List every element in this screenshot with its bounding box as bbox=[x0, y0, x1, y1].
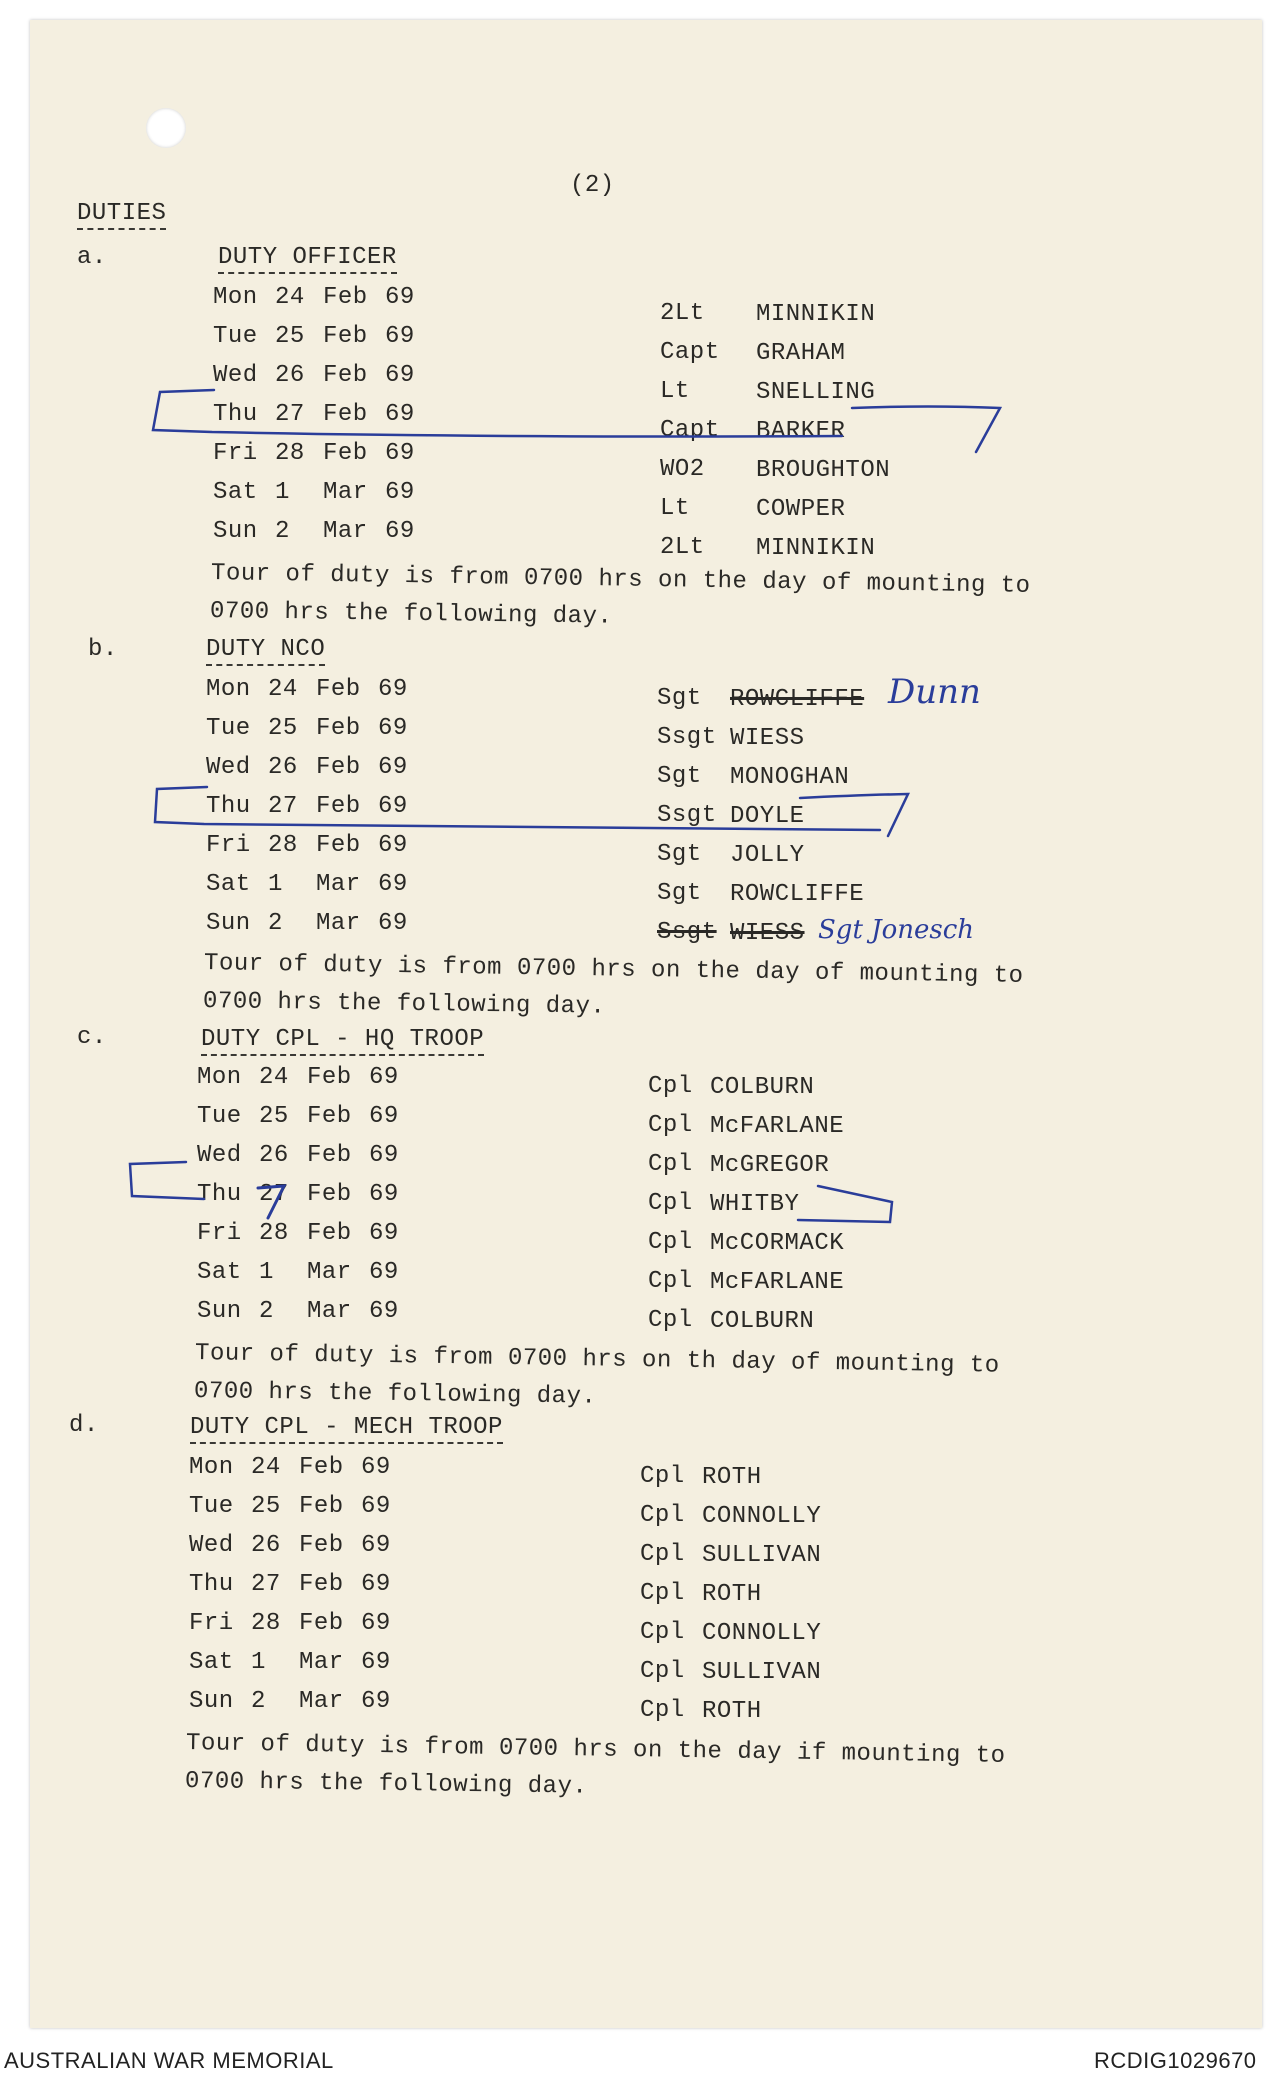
row-year: 69 bbox=[369, 1064, 399, 1091]
row-month: Feb bbox=[299, 1532, 344, 1559]
row-date: 26 bbox=[251, 1532, 281, 1559]
row-rank: Ssgt bbox=[657, 724, 717, 752]
row-rank: Cpl bbox=[648, 1190, 693, 1218]
row-name: WIESS bbox=[730, 920, 805, 948]
section-title: DUTY NCO bbox=[206, 636, 325, 666]
row-day: Wed bbox=[197, 1142, 242, 1169]
duties-heading: DUTIES bbox=[77, 200, 166, 230]
row-date: 26 bbox=[259, 1142, 289, 1169]
row-year: 69 bbox=[378, 793, 408, 820]
row-rank: Cpl bbox=[648, 1268, 693, 1296]
tour-note-line2: 0700 hrs the following day. bbox=[202, 988, 606, 1021]
row-name: McFARLANE bbox=[710, 1269, 845, 1297]
row-rank: Lt bbox=[660, 494, 690, 522]
row-day: Thu bbox=[206, 793, 251, 820]
document-page bbox=[30, 20, 1262, 2028]
row-day: Mon bbox=[213, 284, 258, 311]
row-name: ROWCLIFFE bbox=[730, 881, 865, 909]
row-day: Wed bbox=[213, 362, 258, 389]
section-title: DUTY CPL - MECH TROOP bbox=[190, 1414, 503, 1444]
row-year: 69 bbox=[361, 1454, 391, 1481]
row-name: DOYLE bbox=[730, 803, 805, 831]
row-year: 69 bbox=[385, 362, 415, 389]
row-date: 1 bbox=[251, 1649, 266, 1676]
row-day: Thu bbox=[213, 401, 258, 428]
row-rank: Cpl bbox=[648, 1073, 693, 1101]
row-name: CONNOLLY bbox=[702, 1620, 822, 1648]
row-date: 27 bbox=[259, 1181, 289, 1208]
row-rank: Cpl bbox=[648, 1229, 693, 1257]
row-year: 69 bbox=[361, 1571, 391, 1598]
row-date: 24 bbox=[259, 1064, 289, 1091]
row-month: Feb bbox=[299, 1610, 344, 1637]
row-date: 27 bbox=[275, 401, 305, 428]
row-month: Feb bbox=[307, 1142, 352, 1169]
section-letter: b. bbox=[88, 636, 118, 663]
row-day: Sat bbox=[206, 871, 251, 898]
row-date: 24 bbox=[251, 1454, 281, 1481]
row-year: 69 bbox=[385, 401, 415, 428]
row-year: 69 bbox=[369, 1181, 399, 1208]
row-day: Sun bbox=[213, 518, 258, 545]
tour-note-line1: Tour of duty is from 0700 hrs on the day if mounting to bbox=[185, 1730, 1006, 1770]
row-name: GRAHAM bbox=[756, 339, 846, 367]
row-year: 69 bbox=[378, 832, 408, 859]
row-month: Feb bbox=[316, 832, 361, 859]
row-day: Thu bbox=[189, 1571, 234, 1598]
row-name: COLBURN bbox=[710, 1308, 815, 1336]
row-day: Fri bbox=[206, 832, 251, 859]
row-month: Mar bbox=[323, 479, 368, 506]
handwritten-name-jones: Sgt Jonesch bbox=[818, 915, 975, 945]
row-year: 69 bbox=[385, 440, 415, 467]
row-date: 2 bbox=[259, 1298, 274, 1325]
row-day: Mon bbox=[206, 676, 251, 703]
row-rank: Cpl bbox=[648, 1307, 693, 1335]
row-month: Feb bbox=[323, 440, 368, 467]
row-name: WIESS bbox=[730, 725, 805, 753]
row-rank: 2Lt bbox=[660, 299, 705, 327]
row-year: 69 bbox=[369, 1220, 399, 1247]
row-year: 69 bbox=[378, 676, 408, 703]
row-date: 1 bbox=[259, 1259, 274, 1286]
row-day: Tue bbox=[197, 1103, 242, 1130]
row-day: Sat bbox=[213, 479, 258, 506]
row-rank: Sgt bbox=[657, 685, 702, 713]
row-name: WHITBY bbox=[710, 1191, 800, 1219]
row-day: Tue bbox=[206, 715, 251, 742]
tour-note-line2: 0700 hrs the following day. bbox=[209, 598, 613, 631]
row-month: Feb bbox=[299, 1571, 344, 1598]
section-letter: d. bbox=[69, 1412, 99, 1439]
row-year: 69 bbox=[369, 1259, 399, 1286]
row-month: Feb bbox=[323, 323, 368, 350]
row-year: 69 bbox=[385, 323, 415, 350]
row-date: 24 bbox=[275, 284, 305, 311]
row-name: MINNIKIN bbox=[756, 300, 876, 328]
page-number: (2) bbox=[570, 172, 615, 199]
row-name: BARKER bbox=[756, 417, 846, 445]
tour-note-line2: 0700 hrs the following day. bbox=[184, 1768, 588, 1801]
row-month: Mar bbox=[307, 1298, 352, 1325]
row-rank: Capt bbox=[660, 416, 720, 444]
row-date: 25 bbox=[268, 715, 298, 742]
row-day: Mon bbox=[189, 1454, 234, 1481]
row-rank: 2Lt bbox=[660, 533, 705, 561]
row-rank: WO2 bbox=[660, 455, 705, 483]
row-rank: Cpl bbox=[648, 1112, 693, 1140]
punch-hole bbox=[146, 108, 186, 148]
row-name: COLBURN bbox=[710, 1074, 815, 1102]
row-date: 27 bbox=[251, 1571, 281, 1598]
row-month: Feb bbox=[316, 793, 361, 820]
row-month: Feb bbox=[307, 1181, 352, 1208]
row-date: 27 bbox=[268, 793, 298, 820]
row-day: Tue bbox=[189, 1493, 234, 1520]
row-month: Feb bbox=[316, 676, 361, 703]
row-name: McGREGOR bbox=[710, 1152, 830, 1180]
row-year: 69 bbox=[361, 1688, 391, 1715]
row-month: Feb bbox=[307, 1220, 352, 1247]
row-day: Wed bbox=[206, 754, 251, 781]
row-name: SNELLING bbox=[756, 378, 876, 406]
row-day: Fri bbox=[213, 440, 258, 467]
row-year: 69 bbox=[378, 910, 408, 937]
row-date: 26 bbox=[275, 362, 305, 389]
tour-note-line1: Tour of duty is from 0700 hrs on the day of mounting to bbox=[210, 560, 1031, 600]
footer-source: AUSTRALIAN WAR MEMORIAL bbox=[4, 2048, 334, 2073]
row-month: Feb bbox=[307, 1103, 352, 1130]
row-name: MINNIKIN bbox=[756, 534, 876, 562]
row-year: 69 bbox=[361, 1610, 391, 1637]
row-year: 69 bbox=[385, 479, 415, 506]
row-month: Feb bbox=[299, 1454, 344, 1481]
row-date: 2 bbox=[251, 1688, 266, 1715]
row-year: 69 bbox=[369, 1142, 399, 1169]
row-name: JOLLY bbox=[730, 842, 805, 870]
row-year: 69 bbox=[361, 1493, 391, 1520]
row-rank: Cpl bbox=[640, 1697, 685, 1725]
row-name: MONOGHAN bbox=[730, 764, 850, 792]
row-day: Wed bbox=[189, 1532, 234, 1559]
row-month: Mar bbox=[299, 1649, 344, 1676]
handwritten-name-dunn: Dunn bbox=[888, 672, 981, 712]
row-year: 69 bbox=[361, 1532, 391, 1559]
row-date: 2 bbox=[275, 518, 290, 545]
row-name: COWPER bbox=[756, 495, 846, 523]
row-month: Feb bbox=[323, 284, 368, 311]
row-year: 69 bbox=[369, 1103, 399, 1130]
row-name: ROTH bbox=[702, 1464, 762, 1492]
tour-note-line1: Tour of duty is from 0700 hrs on the day of mounting to bbox=[203, 950, 1024, 990]
row-rank: Cpl bbox=[640, 1580, 685, 1608]
row-date: 24 bbox=[268, 676, 298, 703]
row-month: Mar bbox=[323, 518, 368, 545]
row-day: Sun bbox=[197, 1298, 242, 1325]
row-rank: Cpl bbox=[640, 1658, 685, 1686]
row-rank: Sgt bbox=[657, 841, 702, 869]
row-date: 28 bbox=[259, 1220, 289, 1247]
row-month: Feb bbox=[316, 754, 361, 781]
row-date: 28 bbox=[268, 832, 298, 859]
row-name: BROUGHTON bbox=[756, 456, 891, 484]
row-name: ROTH bbox=[702, 1698, 762, 1726]
row-rank: Ssgt bbox=[657, 919, 717, 947]
row-rank: Sgt bbox=[657, 880, 702, 908]
row-month: Mar bbox=[299, 1688, 344, 1715]
row-day: Tue bbox=[213, 323, 258, 350]
row-month: Mar bbox=[316, 871, 361, 898]
row-date: 1 bbox=[268, 871, 283, 898]
row-day: Mon bbox=[197, 1064, 242, 1091]
row-year: 69 bbox=[369, 1298, 399, 1325]
row-month: Feb bbox=[323, 401, 368, 428]
row-date: 25 bbox=[275, 323, 305, 350]
row-month: Mar bbox=[316, 910, 361, 937]
row-date: 2 bbox=[268, 910, 283, 937]
row-month: Feb bbox=[299, 1493, 344, 1520]
row-month: Feb bbox=[323, 362, 368, 389]
row-date: 1 bbox=[275, 479, 290, 506]
footer-ref: RCDIG1029670 bbox=[1094, 2048, 1257, 2073]
row-rank: Sgt bbox=[657, 763, 702, 791]
row-day: Sat bbox=[189, 1649, 234, 1676]
row-year: 69 bbox=[361, 1649, 391, 1676]
row-year: 69 bbox=[378, 871, 408, 898]
row-rank: Ssgt bbox=[657, 802, 717, 830]
row-year: 69 bbox=[385, 284, 415, 311]
row-day: Sun bbox=[189, 1688, 234, 1715]
row-name: CONNOLLY bbox=[702, 1503, 822, 1531]
row-date: 26 bbox=[268, 754, 298, 781]
section-title: DUTY CPL - HQ TROOP bbox=[201, 1026, 484, 1056]
row-year: 69 bbox=[385, 518, 415, 545]
row-rank: Cpl bbox=[640, 1463, 685, 1491]
section-letter: a. bbox=[77, 244, 107, 271]
row-month: Feb bbox=[316, 715, 361, 742]
tour-note-line2: 0700 hrs the following day. bbox=[193, 1378, 597, 1411]
row-rank: Lt bbox=[660, 377, 690, 405]
row-day: Thu bbox=[197, 1181, 242, 1208]
row-rank: Cpl bbox=[640, 1502, 685, 1530]
row-day: Sat bbox=[197, 1259, 242, 1286]
row-rank: Cpl bbox=[640, 1619, 685, 1647]
section-title: DUTY OFFICER bbox=[218, 244, 397, 274]
row-rank: Capt bbox=[660, 338, 720, 366]
row-name: McCORMACK bbox=[710, 1230, 845, 1258]
row-date: 28 bbox=[251, 1610, 281, 1637]
row-day: Sun bbox=[206, 910, 251, 937]
row-date: 25 bbox=[251, 1493, 281, 1520]
row-name: ROWCLIFFE bbox=[730, 686, 865, 714]
row-year: 69 bbox=[378, 715, 408, 742]
row-rank: Cpl bbox=[648, 1151, 693, 1179]
row-rank: Cpl bbox=[640, 1541, 685, 1569]
row-date: 25 bbox=[259, 1103, 289, 1130]
row-day: Fri bbox=[189, 1610, 234, 1637]
row-year: 69 bbox=[378, 754, 408, 781]
row-name: SULLIVAN bbox=[702, 1542, 822, 1570]
section-letter: c. bbox=[77, 1024, 107, 1051]
tour-note-line1: Tour of duty is from 0700 hrs on th day of mounting to bbox=[194, 1340, 1000, 1380]
row-name: SULLIVAN bbox=[702, 1659, 822, 1687]
row-day: Fri bbox=[197, 1220, 242, 1247]
row-month: Feb bbox=[307, 1064, 352, 1091]
row-name: ROTH bbox=[702, 1581, 762, 1609]
row-month: Mar bbox=[307, 1259, 352, 1286]
row-name: McFARLANE bbox=[710, 1113, 845, 1141]
row-date: 28 bbox=[275, 440, 305, 467]
